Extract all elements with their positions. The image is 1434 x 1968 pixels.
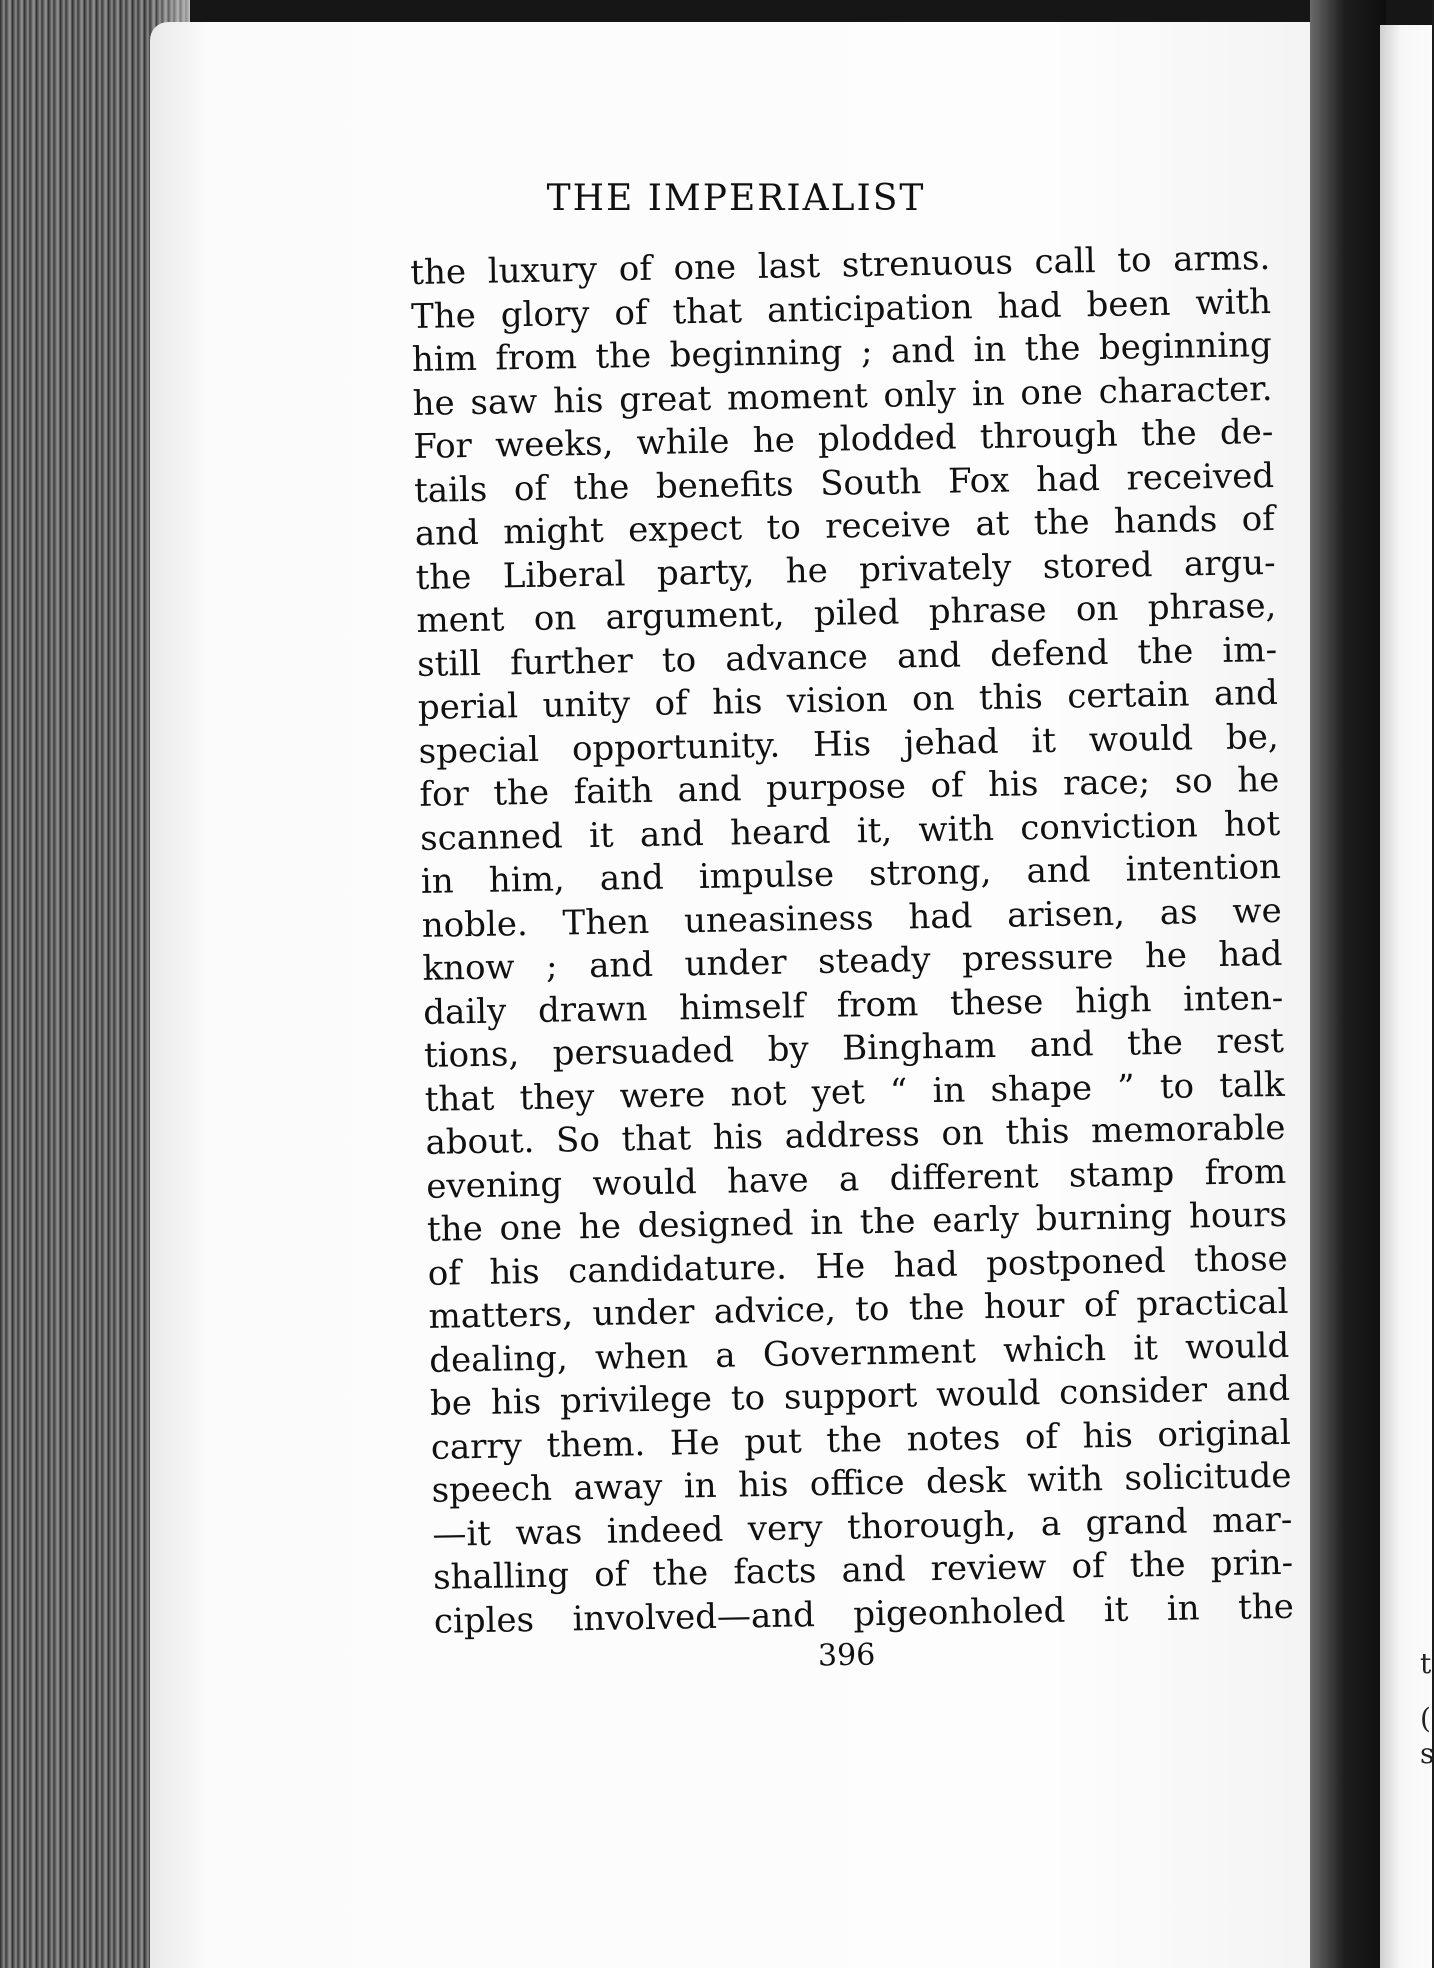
text-line: be his privilege to support would consider and [429,1368,1291,1424]
text-line: that they were not yet “ in shape ” to talk [424,1064,1286,1120]
text-line: dealing, when a Government which it would [428,1325,1290,1381]
text-line: ciples involved—and pigeonholed it in the [433,1586,1295,1642]
text-line: noble. Then uneasiness had arisen, as we [421,890,1282,946]
text-line: he saw his great moment only in one character. [412,368,1273,424]
text-line: the Liberal party, he privately stored argu- [415,542,1276,598]
text-line: shalling of the facts and review of the prin- [432,1542,1294,1598]
body-text [410,237,1294,1644]
facing-page-glyph: ( [1420,1702,1431,1735]
book-gutter [1310,0,1386,1968]
text-line: matters, under advice, to the hour of practical [428,1281,1289,1337]
text-line: carry them. He put the notes of his original [430,1412,1292,1468]
text-line: him from the beginning ; and in the beginning [411,324,1273,380]
text-line: special opportunity. His jehad it would be, [418,716,1279,772]
text-line: still further to advance and defend the im- [416,629,1278,685]
page-number: 396 [817,1637,876,1674]
text-line: in him, and impulse strong, and intention [420,846,1282,902]
text-line: the luxury of one last strenuous call to arms. [410,237,1271,293]
text-line: for the faith and purpose of his race; so he [419,759,1280,815]
text-line: about. So that his address on this memorable [425,1107,1286,1163]
text-line: and might expect to receive at the hands of [414,498,1276,554]
text-line: daily drawn himself from these high inten- [422,977,1284,1033]
running-head: THE IMPERIALIST [546,178,926,219]
text-line: speech away in his office desk with solicitude [431,1455,1292,1511]
text-line: scanned it and heard it, with conviction hot [419,803,1281,859]
facing-page-glyph: s [1420,1737,1434,1770]
text-line: evening would have a different stamp from [425,1151,1287,1207]
text-line: of his candidature. He had postponed those [427,1238,1289,1294]
text-line: The glory of that anticipation had been with [410,281,1272,337]
text-line: tions, persuaded by Bingham and the rest [423,1020,1285,1076]
text-line: tails of the benefits South Fox had received [413,455,1275,511]
text-line: perial unity of his vision on this certain and [417,672,1279,728]
text-line: know ; and under steady pressure he had [422,933,1283,989]
text-line: ment on argument, piled phrase on phrase, [416,585,1277,641]
text-line: For weeks, while he plodded through the de- [413,411,1274,467]
text-line: the one he designed in the early burning hours [426,1194,1288,1250]
facing-page-glyph: t [1420,1647,1432,1680]
text-line: —it was indeed very thorough, a grand mar- [432,1499,1293,1555]
